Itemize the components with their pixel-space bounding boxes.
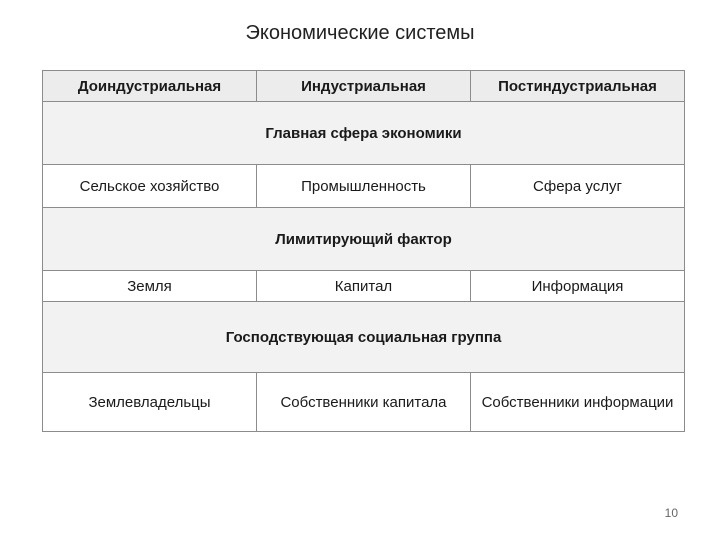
- table-row: [43, 373, 685, 432]
- cell-value: Собственники информации: [471, 373, 685, 432]
- cell-value: Земля: [43, 271, 257, 302]
- table-row: [43, 271, 685, 302]
- cell-value: Землевладельцы: [43, 373, 257, 432]
- table-header-row: [43, 71, 685, 102]
- cell-value: Капитал: [257, 271, 471, 302]
- section-label-dominant-group: Господствующая социальная группа: [43, 302, 685, 373]
- cell-value: Сфера услуг: [471, 165, 685, 208]
- section-row: [43, 208, 685, 271]
- cell-value: Промышленность: [257, 165, 471, 208]
- header-postindustrial: Постиндустриальная: [471, 71, 685, 102]
- section-label-main-sphere: Главная сфера экономики: [43, 102, 685, 165]
- cell-value: Информация: [471, 271, 685, 302]
- table-row: [43, 165, 685, 208]
- header-industrial: Индустриальная: [257, 71, 471, 102]
- page-number: 10: [664, 506, 678, 520]
- section-label-limiting-factor: Лимитирующий фактор: [43, 208, 685, 271]
- cell-value: Сельское хозяйство: [43, 165, 257, 208]
- cell-value: Собственники капитала: [257, 373, 471, 432]
- header-preindustrial: Доиндустриальная: [43, 71, 257, 102]
- economic-systems-table: [42, 70, 685, 432]
- page-title: Экономические системы: [245, 22, 475, 44]
- section-row: [43, 102, 685, 165]
- section-row: [43, 302, 685, 373]
